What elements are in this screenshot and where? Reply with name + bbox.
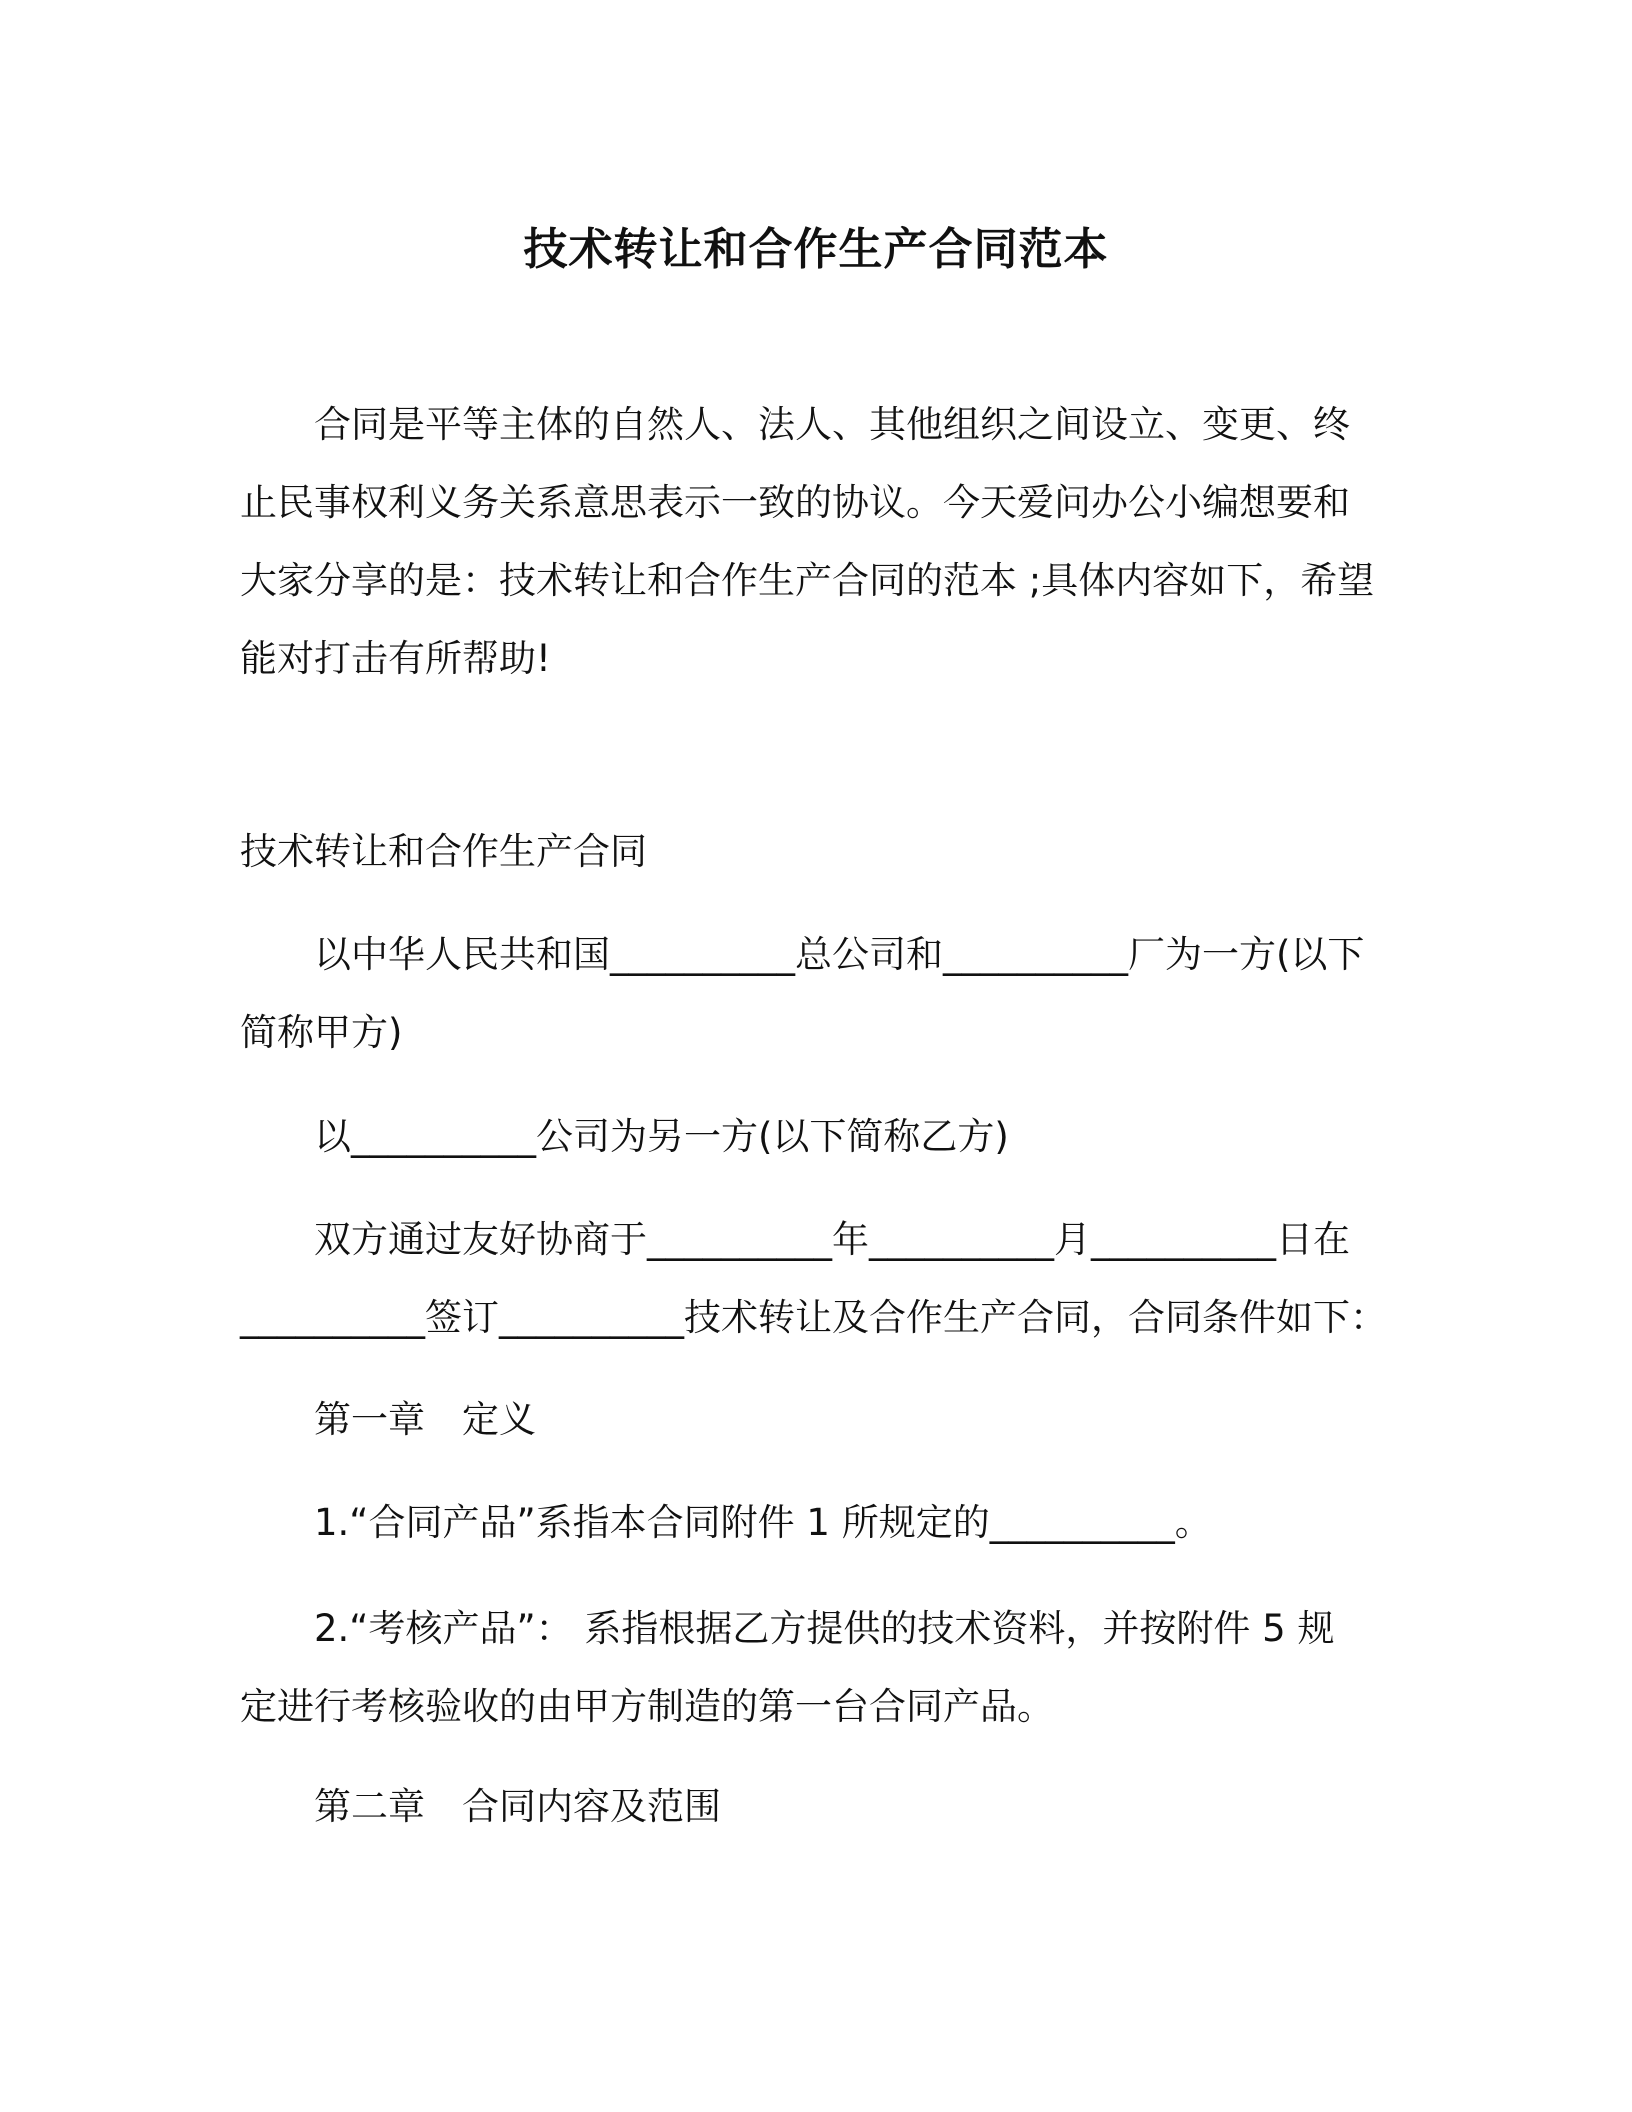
contract-heading-text: 技术转让和合作生产合同 [240,830,647,873]
party-a-line: 简称甲方) [240,1011,403,1054]
intro-paragraph [240,386,1390,698]
agreement-line: 双方通过友好协商于__________年__________月__________日在 [314,1218,1350,1261]
contract-heading [240,813,1390,891]
party-a-line: 以中华人民共和国__________总公司和__________厂为一方(以下 [314,933,1365,976]
clause-1-text: 1.“合同产品”系指本合同附件 1 所规定的__________。 [314,1501,1212,1544]
document-title: 技术转让和合作生产合同范本 [523,224,1109,275]
clause-2-line: 定进行考核验收的由甲方制造的第一台合同产品。 [240,1685,1054,1728]
chapter-2-text: 第二章 合同内容及范围 [314,1785,721,1828]
intro-line: 合同是平等主体的自然人、法人、其他组织之间设立、变更、终 [314,403,1350,446]
intro-line: 大家分享的是：技术转让和合作生产合同的范本 ;具体内容如下，希望 [240,559,1375,602]
clause-1 [240,1484,1390,1562]
party-a-paragraph [240,916,1390,1072]
agreement-line: __________签订__________技术转让及合作生产合同，合同条件如下： [240,1296,1387,1339]
chapter-2-heading [240,1768,1390,1846]
party-b-line: 以__________公司为另一方(以下简称乙方) [314,1115,1009,1158]
party-b-paragraph [240,1098,1390,1176]
chapter-1-heading [240,1381,1390,1459]
chapter-1-text: 第一章 定义 [314,1398,536,1441]
intro-line: 能对打击有所帮助! [240,637,551,680]
clause-2 [240,1590,1390,1746]
intro-line: 止民事权利义务关系意思表示一致的协议。今天爱问办公小编想要和 [240,481,1350,524]
agreement-paragraph [240,1201,1390,1357]
clause-2-line: 2.“考核产品”： 系指根据乙方提供的技术资料，并按附件 5 规 [314,1607,1335,1650]
